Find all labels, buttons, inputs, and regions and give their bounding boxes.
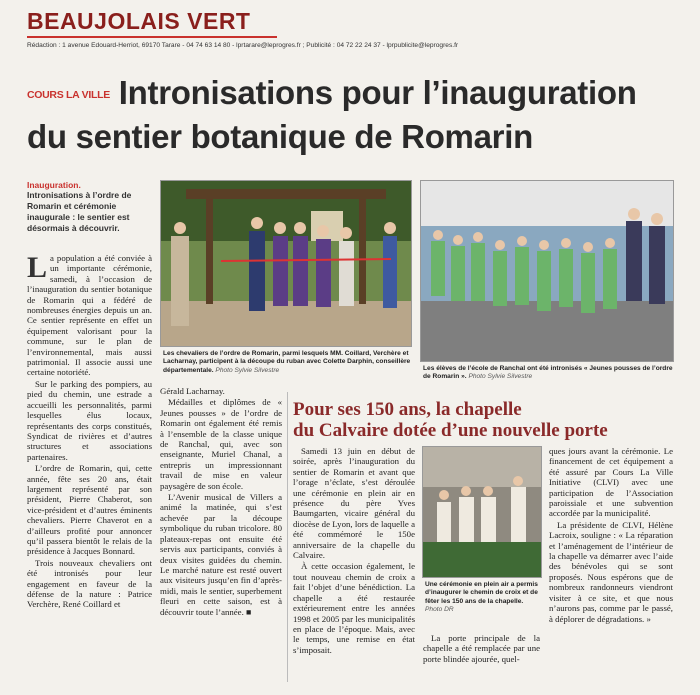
kicker: COURS LA VILLE: [27, 88, 110, 101]
article-2-title: [293, 399, 673, 441]
photo-2-caption-text: Les élèves de l’école de Ranchal ont été intronisés « Jeunes pousses de l’ordre de Romarin ».: [423, 365, 673, 381]
article-2-title-line-1: Pour ses 150 ans, la chapelle: [293, 399, 522, 420]
chapel-ceremony-image: [423, 447, 541, 577]
article-2-column-3: [549, 446, 673, 683]
article-1-para-5: Gérald Lacharnay.: [160, 386, 225, 396]
article-2-para-4: ques jours avant la cérémonie. Le financement de cet équipement a été assuré par Cours La Ville Initiative (CLVI) avec une participation de l’Association paroissiale et une subvention accordée par la municipalité.: [549, 446, 673, 519]
school-children-image: [421, 181, 673, 361]
article-2-para-3: La porte principale de la chapelle a été remplacée par une porte blindée ajourée, quel-: [423, 633, 540, 664]
dropcap: L: [27, 253, 48, 284]
article-1-para-2: Sur le parking des pompiers, au pied du chemin, une estrade a accueilli les personnalités, parmi lesquelles élus locaux, représentants des corps constitués, Syndicat de rivières et d’autres structures et associations partenaires.: [27, 378, 152, 462]
photo-chapel-ceremony: [422, 446, 542, 578]
photo-school-children: [420, 180, 674, 362]
headline: [27, 72, 677, 157]
photo-2-credit: Photo Sylvie Silvestre: [468, 373, 533, 381]
article-2-para-2: À cette occasion également, le tout nouveau chemin de croix a fait l’objet d’une bénédiction. La chapelle a été restaurée extérieurement entre les années 1998 et 2005 par les municipalités en place de l’époque. Mais, avec le temps, une remise en état s’imposait.: [293, 561, 415, 655]
photo-3-caption-text: Une cérémonie en plein air a permis d’inaugurer le chemin de croix et de fêter les 150 ans de la chapelle.: [425, 581, 538, 605]
intro-label: Inauguration.: [27, 180, 81, 190]
article-2-column-1: [293, 446, 415, 683]
contact-line: Rédaction : 1 avenue Edouard-Herriot, 69170 Tarare - 04 74 63 14 80 - lprtarare@leprogres.fr ; Publicité : 04 72 22 24 37 - lprpublicite@leprogres.fr: [27, 42, 459, 49]
article-1-column-1: [27, 253, 152, 683]
article-2-title-line-2: du Calvaire dotée d’une nouvelle porte: [293, 420, 608, 441]
ribbon-cutting-image: [161, 181, 411, 346]
headline-line-1: [27, 72, 677, 116]
article-2-para-1: Samedi 13 juin en début de soirée, après l’inauguration du sentier de Romarin et avant que l’orage n’éclate, s’est déroulée une cérémonie en plein air en présence du père Yves Baumgarten, vicaire général du diocèse de Lyon, lors de laquelle a été commémoré le 150e anniversaire de la chapelle du Calvaire.: [293, 446, 415, 561]
article-1-column-2: [160, 386, 282, 683]
photo-2-caption: [423, 365, 673, 382]
photo-1-credit: Photo Sylvie Silvestre: [215, 366, 280, 374]
photo-ribbon-cutting: [160, 180, 412, 347]
photo-3-caption: [425, 581, 540, 615]
headline-line-2: du sentier botanique de Romarin: [27, 117, 533, 155]
intro-text: Intronisations à l’ordre de Romarin et cérémonie inaugurale : le sentier est désormais à découvrir.: [27, 190, 132, 233]
article-2-para-5: La présidente de CLVI, Hélène Lacroix, souligne : « La réparation et l’aménagement de l’intérieur de la chapelle va démarrer avec l’aide des bénévoles qui se sont proposés. Nous espérons que de nombreux randonneurs viendront visiter à ce site, et que nous n’aurons pas, comme par le passé, à déplorer de dégradations. »: [549, 519, 673, 624]
intro-block: [27, 180, 152, 234]
photo-3-credit: Photo DR: [425, 606, 454, 614]
section-header: [27, 8, 277, 38]
photo-1-caption: [163, 350, 411, 375]
photo-1-caption-text: Les chevaliers de l’ordre de Romarin, parmi lesquels MM. Coillard, Verchère et Lacharnay, participent à la découpe du ruban avec Colette Darphin, conseillère départementale.: [163, 350, 411, 374]
article-1-para-6: Médailles et diplômes de « Jeunes pousses » de l’ordre de Romarin ont également été remis à l’ensemble de la classe unique de Ranchal, qui, avec son enseignante, Muriel Chanal, a entrepris un impressionnant travail de mise en valeur paysagère de son école.: [160, 397, 282, 491]
section-title: BEAUJOLAIS VERT: [27, 8, 251, 34]
article-2-column-2: [423, 633, 540, 683]
article-1-para-1: a population a été conviée à un importante cérémonie, samedi, à l’occasion de l’inauguration du sentier botanique de Romarin qui a fédéré de nombreuses énergies depuis un an. Ce sentier représente en effet un équipement valorisant pour la commune, sur le plan de l’environnemental, mais aussi patrimonial. Il associe aussi une certaine notoriété.: [27, 253, 152, 378]
article-1-para-3: L’ordre de Romarin, qui, cette année, fête ses 20 ans, était largement représenté par son président, Pierre Chaberot, son vice-président et d’autres éminents chevaliers. Pierre Chaverot en a d’ailleurs profité pour annoncer qu’il passera bientôt le relais de la présidence à Jacques Bonnard.: [27, 463, 152, 557]
headline-text-1: Intronisations pour l’inauguration: [118, 74, 637, 111]
article-1-para-7: L’Avenir musical de Villers a animé la matinée, qui s’est achevée par la découpe symbolique du ruban tricolore. 80 plateaux-repas ont ensuite été servis aux participants, conviés à deux visites guidées du chemin. Le marché nature est resté ouvert aux visiteurs jusqu’en fin d’après-midi, mais le sentier, superbement fleuri en cette saison, est à découvrir toute l’année. ■: [160, 492, 282, 617]
column-divider: [287, 392, 288, 682]
article-1-para-4: Trois nouveaux chevaliers ont été intronisés pour leur engagement en faveur de la défense de la nature : Patrice Verchère, René Coillard et: [27, 557, 152, 610]
